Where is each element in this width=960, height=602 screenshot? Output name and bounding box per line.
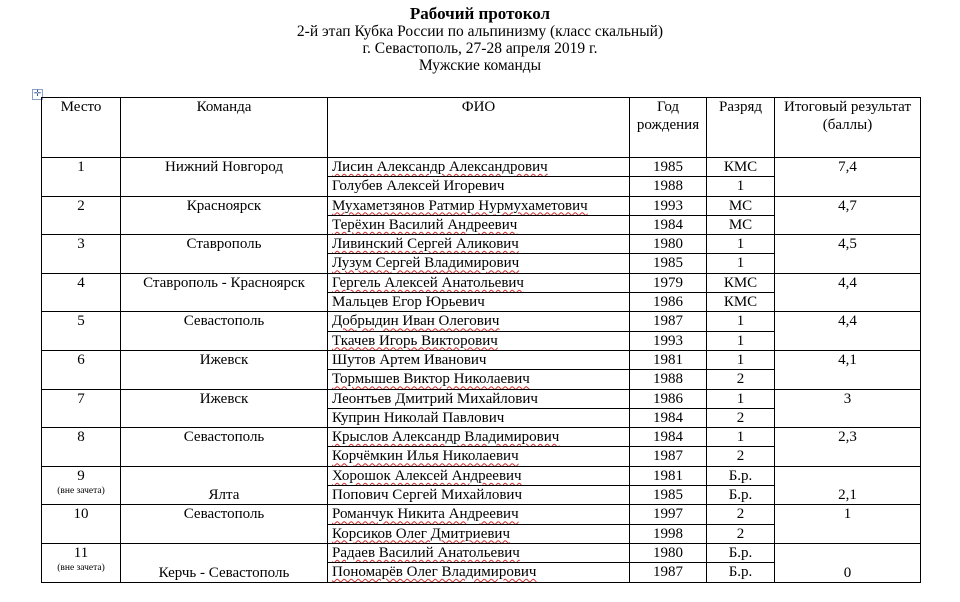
move-handle-icon[interactable]: ✛: [33, 89, 42, 99]
athlete-rank: 1: [707, 177, 775, 196]
table-row: [42, 543, 921, 562]
table-row: [42, 273, 921, 292]
team-result: 4,7: [775, 196, 921, 235]
document-header: [0, 4, 960, 74]
athlete-rank: Б.р.: [707, 466, 775, 485]
athlete-rank: 2: [707, 408, 775, 427]
athlete-name: Корсиков Олег Дмитриевич: [328, 524, 630, 543]
birth-year: 1986: [630, 389, 707, 408]
team-name: Севастополь: [121, 505, 328, 544]
athlete-rank: 1: [707, 235, 775, 254]
table-row: [42, 235, 921, 254]
athlete-rank: 1: [707, 350, 775, 369]
table-row: [42, 350, 921, 369]
team-name: Ставрополь - Красноярск: [121, 273, 328, 312]
col-header-team: Команда: [121, 98, 328, 158]
place-cell: [42, 312, 121, 351]
team-name: Керчь - Севастополь: [121, 543, 328, 582]
place-number: 11: [73, 544, 89, 561]
athlete-name: Терёхин Василий Андреевич: [328, 215, 630, 234]
place-number: 7: [77, 390, 85, 407]
table-body: [42, 158, 921, 583]
athlete-rank: 1: [707, 312, 775, 331]
athlete-name: Ливинский Сергей Аликович: [328, 235, 630, 254]
birth-year: 1987: [630, 312, 707, 331]
place-cell: [42, 505, 121, 544]
team-result: 2,1: [775, 466, 921, 505]
team-result: 1: [775, 505, 921, 544]
athlete-rank: КМС: [707, 293, 775, 312]
col-header-rank: Разряд: [707, 98, 775, 158]
event-location-date: г. Севастополь, 27-28 апреля 2019 г.: [362, 40, 598, 57]
birth-year: 1998: [630, 524, 707, 543]
team-name: Севастополь: [121, 428, 328, 467]
place-cell: [42, 350, 121, 389]
birth-year: 1979: [630, 273, 707, 292]
athlete-rank: 2: [707, 524, 775, 543]
col-header-year: Год рождения: [630, 98, 707, 158]
place-number: 9: [77, 467, 85, 484]
team-result: 7,4: [775, 158, 921, 197]
table-row: [42, 196, 921, 215]
team-name: Ижевск: [121, 350, 328, 389]
athlete-name: Хорошок Алексей Андреевич: [328, 466, 630, 485]
athlete-name: Шутов Артем Иванович: [328, 350, 630, 369]
place-number: 1: [77, 159, 85, 175]
place-cell: [42, 428, 121, 467]
athlete-name: Лисин Александр Александрович: [328, 158, 630, 177]
team-name: Ижевск: [121, 389, 328, 428]
athlete-name: Гергель Алексей Анатольевич: [328, 273, 630, 292]
out-of-competition-note: (вне зачета): [57, 485, 105, 496]
team-name: Ялта: [121, 466, 328, 505]
team-result: 4,4: [775, 312, 921, 351]
athlete-name: Крыслов Александр Владимирович: [328, 428, 630, 447]
athlete-name: Лузум Сергей Владимирович: [328, 254, 630, 273]
table-row: [42, 428, 921, 447]
table-row: [42, 505, 921, 524]
birth-year: 1997: [630, 505, 707, 524]
team-result: 4,4: [775, 273, 921, 312]
birth-year: 1987: [630, 563, 707, 582]
birth-year: 1988: [630, 370, 707, 389]
team-result: 4,5: [775, 235, 921, 274]
place-number: 10: [73, 506, 89, 523]
athlete-name: Куприн Николай Павлович: [328, 408, 630, 427]
athlete-rank: 2: [707, 447, 775, 466]
birth-year: 1985: [630, 486, 707, 505]
place-cell: [42, 389, 121, 428]
col-header-name: ФИО: [328, 98, 630, 158]
birth-year: 1981: [630, 350, 707, 369]
table-row: [42, 312, 921, 331]
athlete-rank: 2: [707, 505, 775, 524]
place-number: 4: [77, 274, 85, 291]
athlete-name: Попович Сергей Михайлович: [328, 486, 630, 505]
place-number: 3: [77, 236, 85, 253]
place-cell: [42, 466, 121, 505]
athlete-name: Корчёмкин Илья Николаевич: [328, 447, 630, 466]
birth-year: 1987: [630, 447, 707, 466]
athlete-rank: 1: [707, 428, 775, 447]
team-name: Ставрополь: [121, 235, 328, 274]
athlete-rank: 1: [707, 389, 775, 408]
birth-year: 1993: [630, 331, 707, 350]
table-header-row: [42, 98, 921, 158]
athlete-rank: Б.р.: [707, 543, 775, 562]
team-name: Севастополь: [121, 312, 328, 351]
place-number: 8: [77, 429, 85, 446]
birth-year: 1993: [630, 196, 707, 215]
team-result: 2,3: [775, 428, 921, 467]
athlete-rank: 2: [707, 370, 775, 389]
team-result: 3: [775, 389, 921, 428]
out-of-competition-note: (вне зачета): [57, 562, 105, 573]
athlete-rank: КМС: [707, 158, 775, 177]
athlete-rank: 1: [707, 254, 775, 273]
birth-year: 1980: [630, 543, 707, 562]
place-cell: [42, 235, 121, 274]
team-result: 0: [775, 543, 921, 582]
event-name: 2-й этап Кубка России по альпинизму (класс скальный): [296, 23, 664, 40]
birth-year: 1985: [630, 254, 707, 273]
place-cell: [42, 196, 121, 235]
athlete-name: Пономарёв Олег Владимирович: [328, 563, 630, 582]
team-name: Красноярск: [121, 196, 328, 235]
team-result: 4,1: [775, 350, 921, 389]
athlete-rank: КМС: [707, 273, 775, 292]
athlete-name: Мальцев Егор Юрьевич: [328, 293, 630, 312]
document-title: Рабочий протокол: [409, 4, 551, 23]
table-row: [42, 389, 921, 408]
birth-year: 1988: [630, 177, 707, 196]
athlete-name: Ткачев Игорь Викторович: [328, 331, 630, 350]
athlete-name: Романчук Никита Андреевич: [328, 505, 630, 524]
birth-year: 1984: [630, 428, 707, 447]
place-cell: [42, 158, 121, 197]
athlete-name: Тормышев Виктор Николаевич: [328, 370, 630, 389]
birth-year: 1984: [630, 408, 707, 427]
results-table: [41, 97, 921, 583]
table-row: [42, 158, 921, 177]
birth-year: 1981: [630, 466, 707, 485]
table-row: [42, 466, 921, 485]
place-number: 6: [77, 351, 85, 368]
col-header-place: Место: [42, 98, 121, 158]
place-cell: [42, 273, 121, 312]
athlete-rank: Б.р.: [707, 563, 775, 582]
place-number: 2: [77, 197, 85, 214]
birth-year: 1984: [630, 215, 707, 234]
place-cell: [42, 543, 121, 582]
athlete-rank: 1: [707, 331, 775, 350]
athlete-name: Леонтьев Дмитрий Михайлович: [328, 389, 630, 408]
athlete-rank: МС: [707, 196, 775, 215]
athlete-name: Мухаметзянов Ратмир Нурмухаметович: [328, 196, 630, 215]
athlete-rank: МС: [707, 215, 775, 234]
birth-year: 1980: [630, 235, 707, 254]
place-number: 5: [77, 313, 85, 330]
athlete-name: Добрыдин Иван Олегович: [328, 312, 630, 331]
team-name: Нижний Новгород: [121, 158, 328, 197]
athlete-name: Голубев Алексей Игоревич: [328, 177, 630, 196]
athlete-rank: Б.р.: [707, 486, 775, 505]
athlete-name: Радаев Василий Анатольевич: [328, 543, 630, 562]
col-header-result: Итоговый результат (баллы): [775, 98, 921, 158]
birth-year: 1985: [630, 158, 707, 177]
birth-year: 1986: [630, 293, 707, 312]
category-label: Мужские команды: [418, 57, 542, 74]
